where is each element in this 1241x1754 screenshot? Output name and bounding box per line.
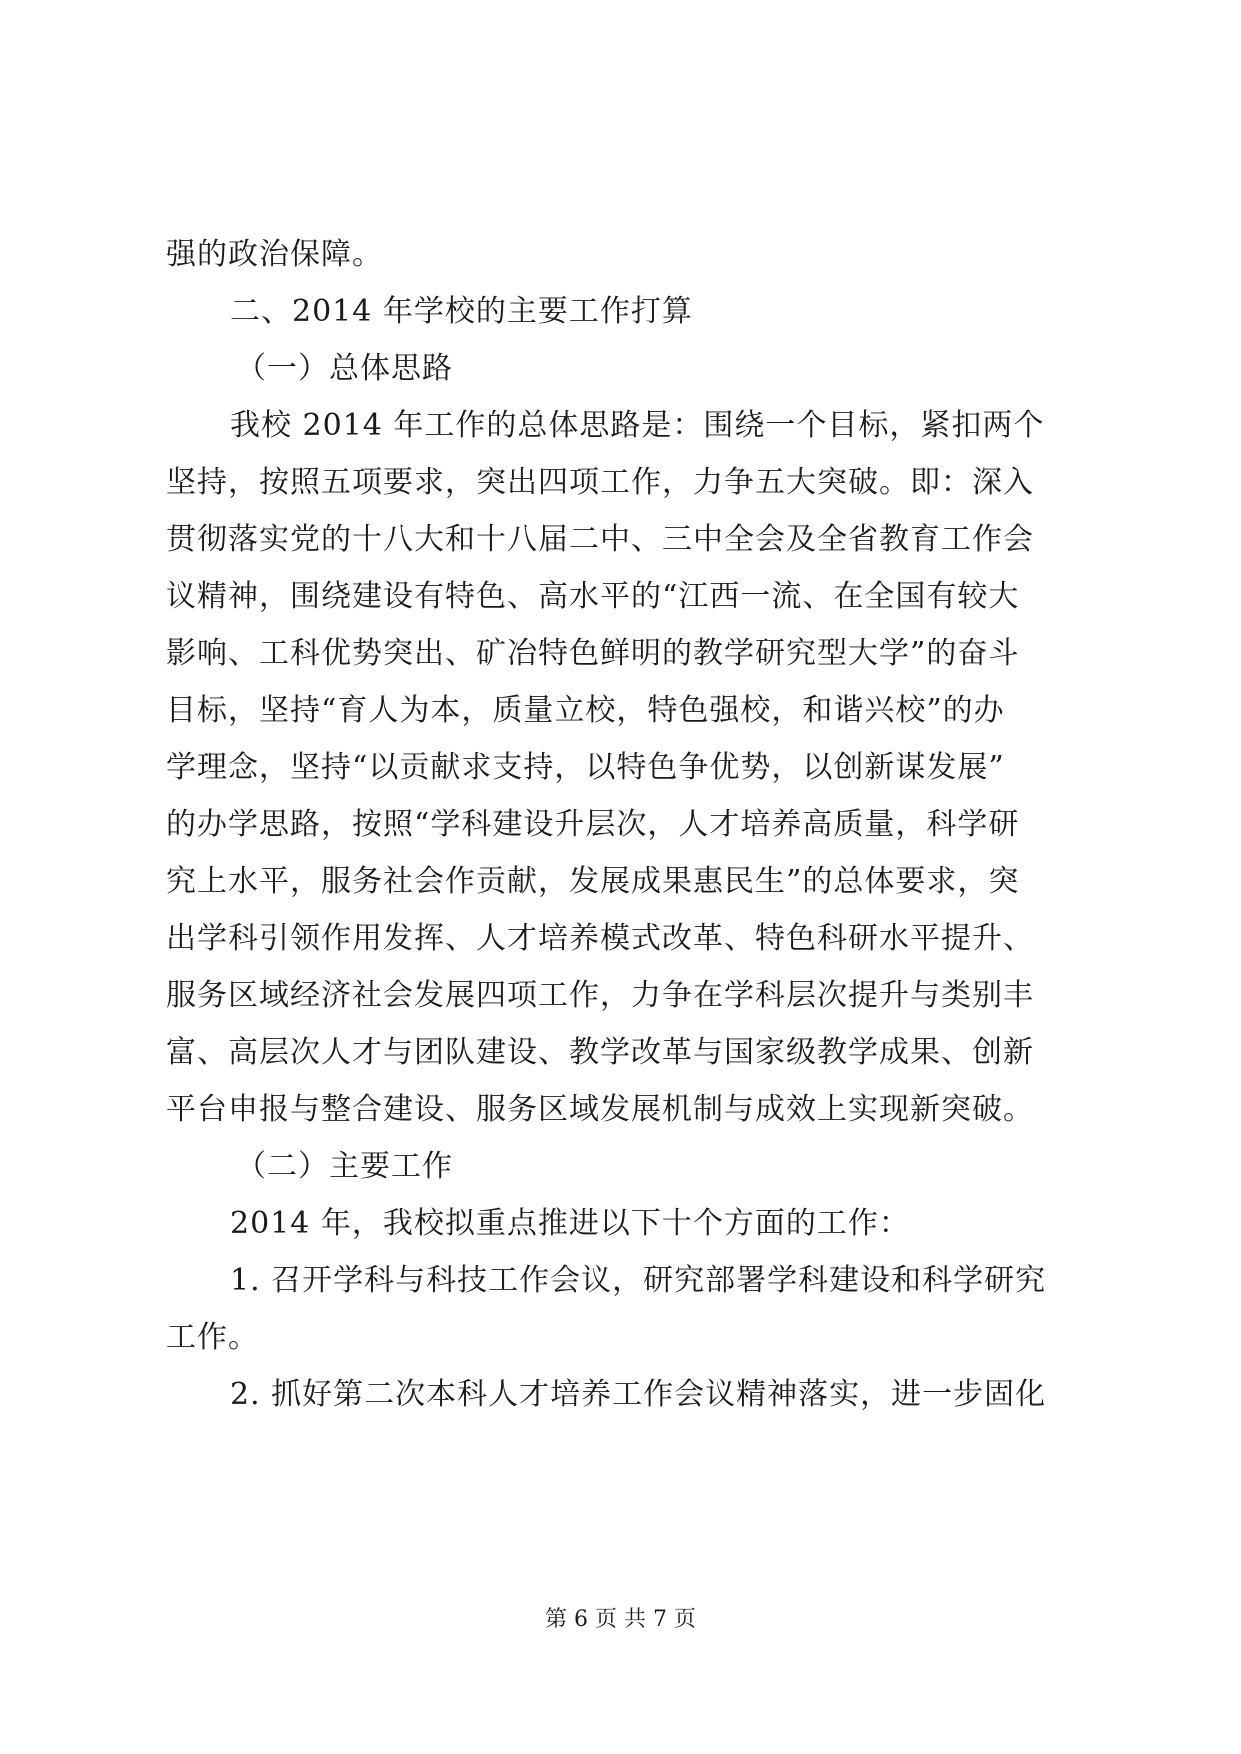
text-line: 工作。 bbox=[166, 1320, 259, 1355]
text-line: 学理念，坚持“以贡献求支持，以特色争优势，以创新谋发展” bbox=[166, 750, 1005, 785]
text-line: （一）总体思路 bbox=[236, 351, 453, 386]
text-line: （二）主要工作 bbox=[236, 1149, 453, 1184]
text-line: 贯彻落实党的十八大和十八届二中、三中全会及全省教育工作会 bbox=[166, 522, 1034, 557]
text-line: 二、2014 年学校的主要工作打算 bbox=[230, 294, 693, 329]
text-line: 2014 年，我校拟重点推进以下十个方面的工作： bbox=[230, 1206, 910, 1241]
document-body bbox=[166, 226, 1086, 1423]
text-line: 究上水平，服务社会作贡献，发展成果惠民生”的总体要求，突 bbox=[166, 864, 1020, 899]
page-number-footer: 第 6 页 共 7 页 bbox=[545, 1607, 696, 1632]
text-line: 1. 召开学科与科技工作会议，研究部署学科建设和科学研究 bbox=[230, 1263, 1047, 1298]
text-line: 2. 抓好第二次本科人才培养工作会议精神落实，进一步固化 bbox=[230, 1377, 1047, 1412]
text-line: 影响、工科优势突出、矿冶特色鲜明的教学研究型大学”的奋斗 bbox=[166, 636, 1020, 671]
text-line: 目标，坚持“育人为本，质量立校，特色强校，和谐兴校”的办 bbox=[166, 693, 1005, 728]
text-line: 我校 2014 年工作的总体思路是：围绕一个目标，紧扣两个 bbox=[230, 408, 1045, 443]
text-line: 坚持，按照五项要求，突出四项工作，力争五大突破。即：深入 bbox=[166, 465, 1034, 500]
text-line: 服务区域经济社会发展四项工作，力争在学科层次提升与类别丰 bbox=[166, 978, 1034, 1013]
text-line: 强的政治保障。 bbox=[166, 237, 383, 272]
text-line: 出学科引领作用发挥、人才培养模式改革、特色科研水平提升、 bbox=[166, 921, 1034, 956]
text-line: 的办学思路，按照“学科建设升层次，人才培养高质量，科学研 bbox=[166, 807, 1020, 842]
text-line: 平台申报与整合建设、服务区域发展机制与成效上实现新突破。 bbox=[166, 1092, 1034, 1127]
text-line: 富、高层次人才与团队建设、教学改革与国家级教学成果、创新 bbox=[166, 1035, 1034, 1070]
text-line: 议精神，围绕建设有特色、高水平的“江西一流、在全国有较大 bbox=[166, 579, 1020, 614]
